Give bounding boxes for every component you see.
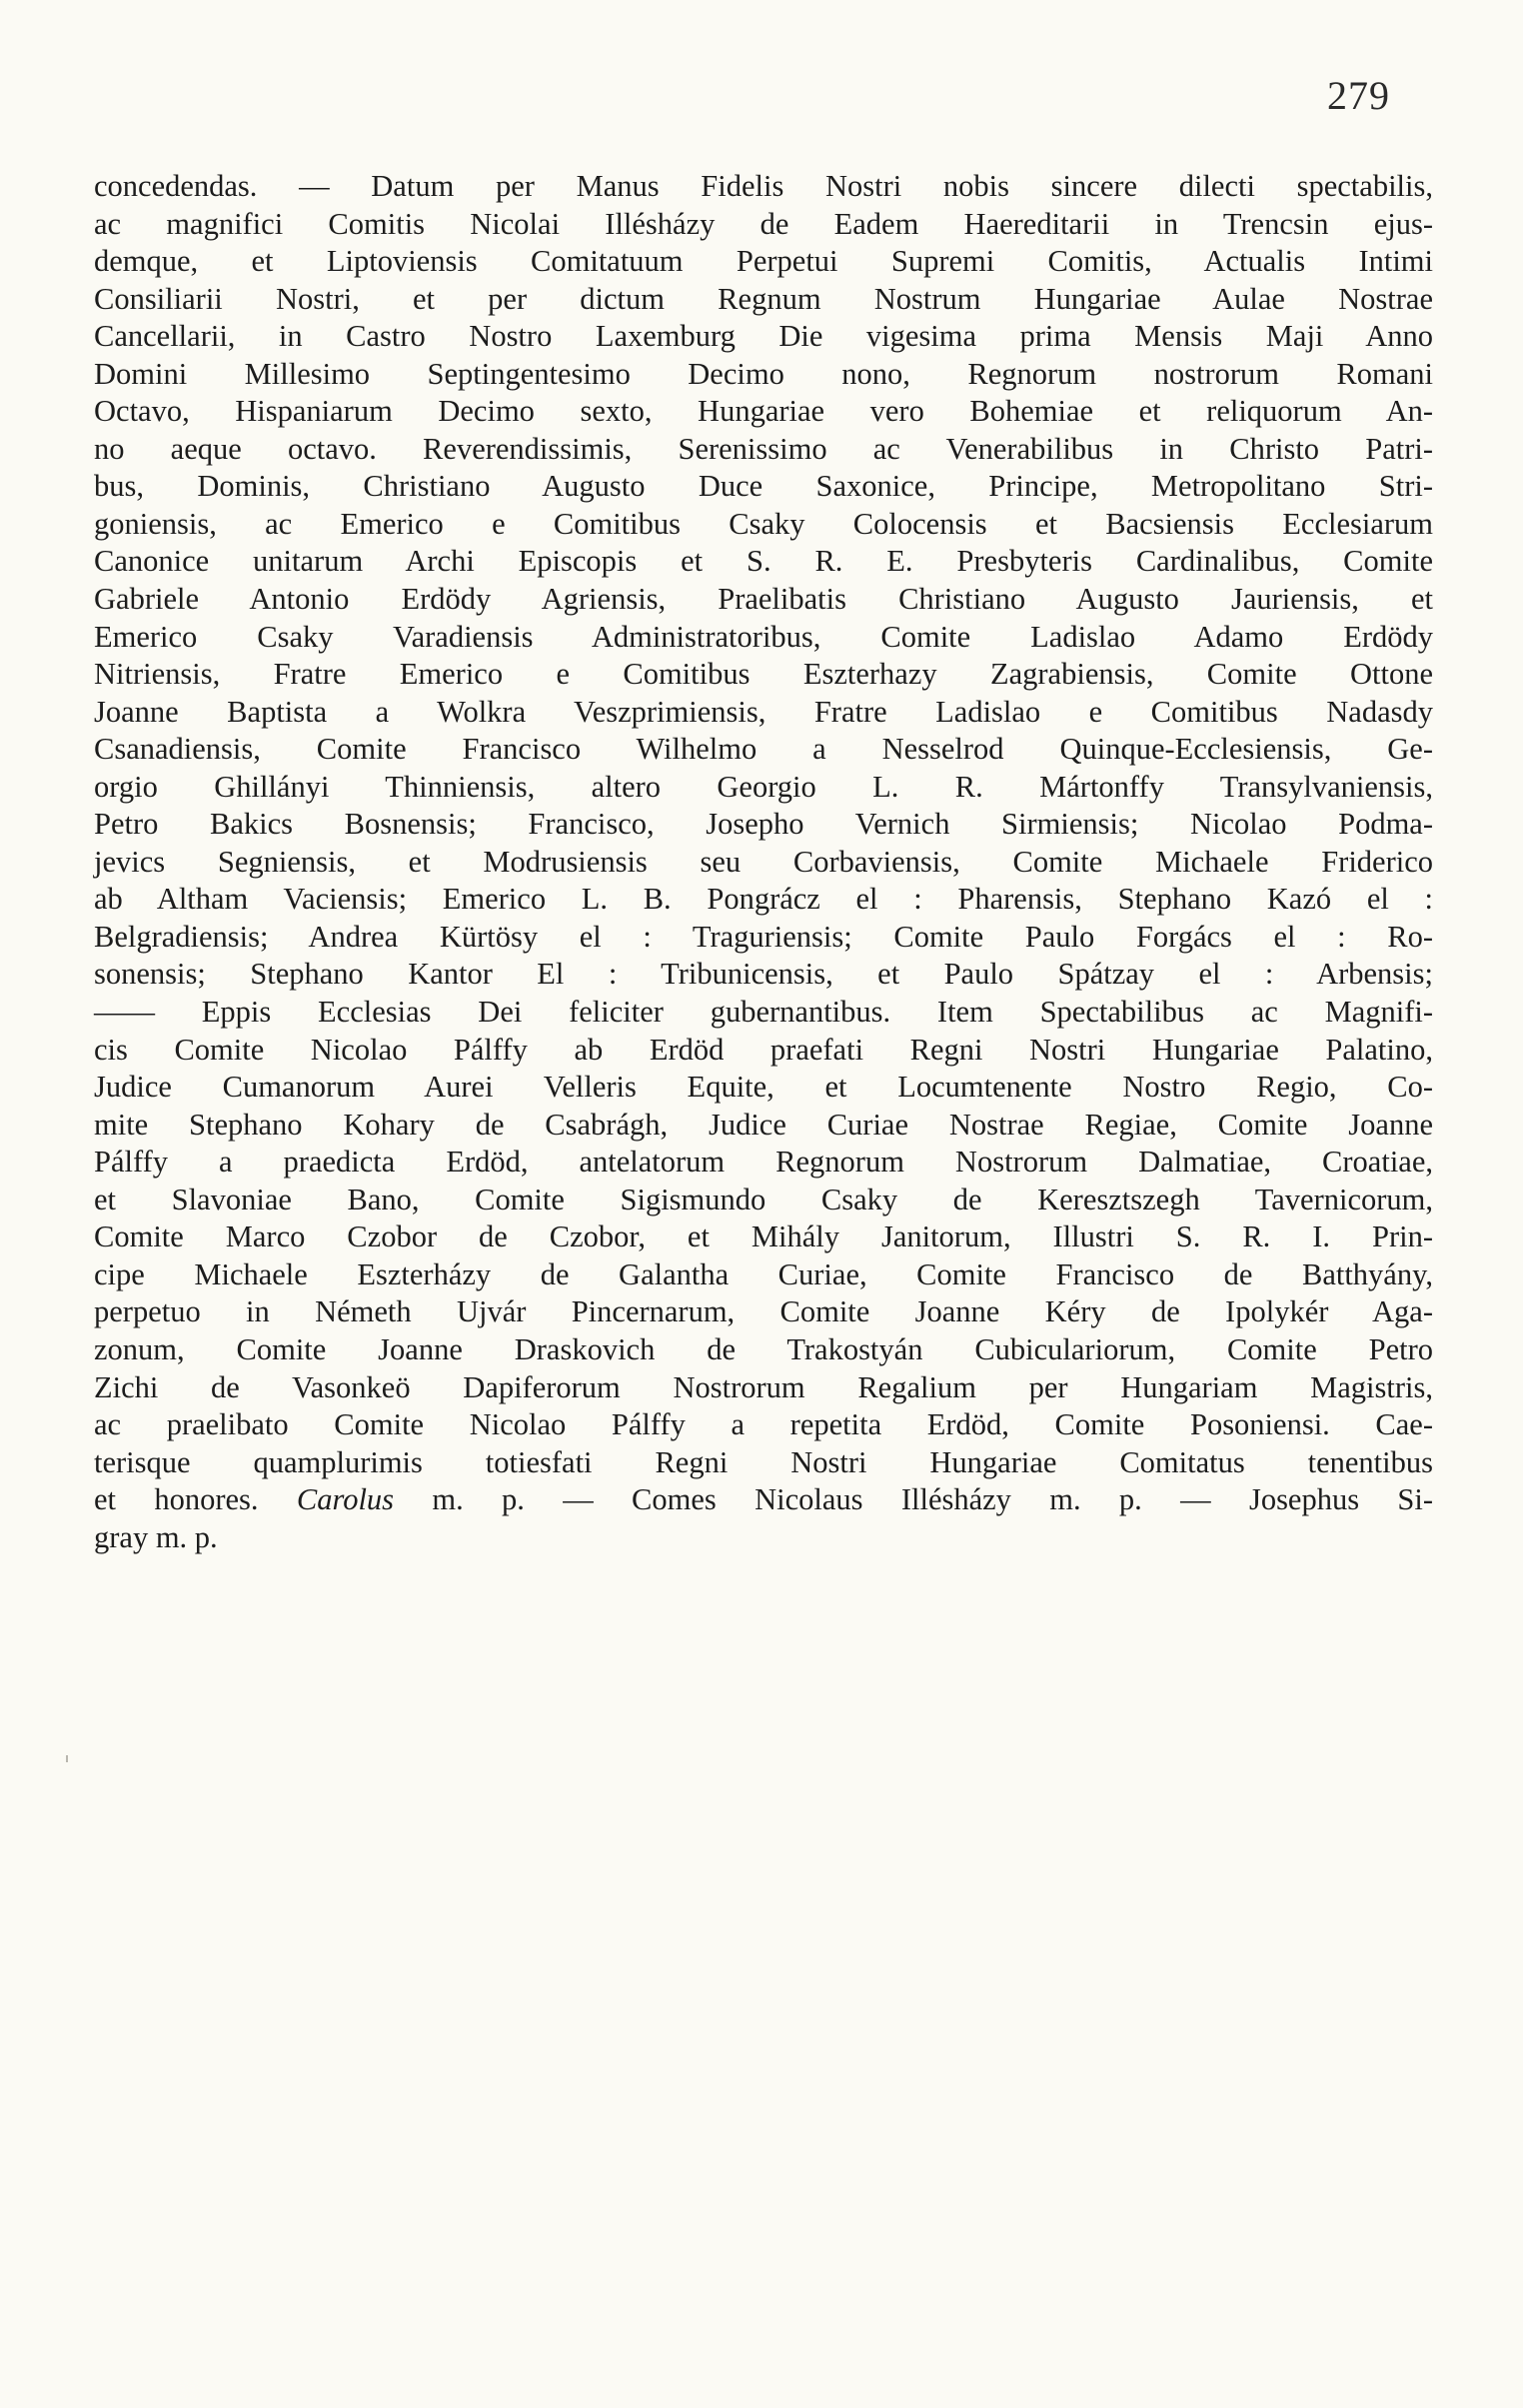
text-line: orgio Ghillányi Thinniensis, altero Georgio L. R. Mártonffy Transylvaniensis, <box>94 769 1433 804</box>
text-line: Comite Marco Czobor de Czobor, et Mihály Janitorum, Illustri S. R. I. Prin- <box>94 1219 1433 1254</box>
body-text <box>94 168 1433 1556</box>
paper-speck <box>66 1755 68 1762</box>
text-line: Zichi de Vasonkeö Dapiferorum Nostrorum Regalium per Hungariam Magistris, <box>94 1369 1433 1404</box>
text-line: Canonice unitarum Archi Episcopis et S. R. E. Presbyteris Cardinalibus, Comite <box>94 544 1433 579</box>
text-line: ab Altham Vaciensis; Emerico L. B. Pongrácz el : Pharensis, Stephano Kazó el : <box>94 882 1433 917</box>
text-line: goniensis, ac Emerico e Comitibus Csaky Colocensis et Bacsiensis Ecclesiarum <box>94 506 1433 541</box>
text-line: gray m. p. <box>94 1519 218 1554</box>
signature-name: Carolus <box>296 1482 395 1517</box>
text-line: cipe Michaele Eszterházy de Galantha Curiae, Comite Francisco de Batthyány, <box>94 1256 1433 1291</box>
text-line: et Slavoniae Bano, Comite Sigismundo Csaky de Keresztszegh Tavernicorum, <box>94 1182 1433 1216</box>
text-line: et honores. Carolus m. p. — Comes Nicolaus Illésházy m. p. — Josephus Si- <box>94 1482 1434 1517</box>
text-line: Emerico Csaky Varadiensis Administratoribus, Comite Ladislao Adamo Erdödy <box>94 619 1433 654</box>
text-line: bus, Dominis, Christiano Augusto Duce Saxonice, Principe, Metropolitano Stri- <box>94 469 1433 504</box>
text-line: Pálffy a praedicta Erdöd, antelatorum Regnorum Nostrorum Dalmatiae, Croatiae, <box>94 1145 1433 1180</box>
text-line: cis Comite Nicolao Pálffy ab Erdöd praefati Regni Nostri Hungariae Palatino, <box>94 1032 1433 1067</box>
text-line: demque, et Liptoviensis Comitatuum Perpetui Supremi Comitis, Actualis Intimi <box>94 244 1433 279</box>
text-line: —— Eppis Ecclesias Dei feliciter gubernantibus. Item Spectabilibus ac Magnifi- <box>94 995 1433 1030</box>
text-line: Judice Cumanorum Aurei Velleris Equite, et Locumtenente Nostro Regio, Co- <box>94 1070 1433 1105</box>
text-line: perpetuo in Németh Ujvár Pincernarum, Comite Joanne Kéry de Ipolykér Aga- <box>94 1294 1433 1329</box>
text-line: ac magnifici Comitis Nicolai Illésházy de Eadem Haereditarii in Trencsin ejus- <box>94 206 1433 241</box>
text-line: Petro Bakics Bosnensis; Francisco, Josepho Vernich Sirmiensis; Nicolao Podma- <box>94 807 1433 842</box>
text-line: Belgradiensis; Andrea Kürtösy el : Traguriensis; Comite Paulo Forgács el : Ro- <box>94 919 1433 954</box>
text-line: no aeque octavo. Reverendissimis, Serenissimo ac Venerabilibus in Christo Patri- <box>94 431 1433 466</box>
text-line: jevics Segniensis, et Modrusiensis seu Corbaviensis, Comite Michaele Friderico <box>94 844 1433 879</box>
text-line: concedendas. — Datum per Manus Fidelis Nostri nobis sincere dilecti spectabilis, <box>94 169 1433 203</box>
text-line: ac praelibato Comite Nicolao Pálffy a repetita Erdöd, Comite Posoniensi. Cae- <box>94 1407 1433 1442</box>
text-line: zonum, Comite Joanne Draskovich de Trakostyán Cubiculariorum, Comite Petro <box>94 1331 1433 1366</box>
text-line: Csanadiensis, Comite Francisco Wilhelmo a Nesselrod Quinque-Ecclesiensis, Ge- <box>94 732 1433 767</box>
page-number: 279 <box>1327 73 1390 118</box>
text-line: Gabriele Antonio Erdödy Agriensis, Praelibatis Christiano Augusto Jauriensis, et <box>94 582 1433 617</box>
text-line: sonensis; Stephano Kantor El : Tribunicensis, et Paulo Spátzay el : Arbensis; <box>94 957 1433 992</box>
text-line: Joanne Baptista a Wolkra Veszprimiensis, Fratre Ladislao e Comitibus Nadasdy <box>94 694 1433 729</box>
text-line: terisque quamplurimis totiesfati Regni Nostri Hungariae Comitatus tenentibus <box>94 1444 1433 1479</box>
text-line: Cancellarii, in Castro Nostro Laxemburg Die vigesima prima Mensis Maji Anno <box>94 319 1433 354</box>
text-line: mite Stephano Kohary de Csabrágh, Judice Curiae Nostrae Regiae, Comite Joanne <box>94 1107 1433 1142</box>
text-line: Domini Millesimo Septingentesimo Decimo nono, Regnorum nostrorum Romani <box>94 356 1433 391</box>
text-line: Octavo, Hispaniarum Decimo sexto, Hungariae vero Bohemiae et reliquorum An- <box>94 394 1433 429</box>
text-line: Consiliarii Nostri, et per dictum Regnum Nostrum Hungariae Aulae Nostrae <box>94 281 1433 316</box>
text-line: Nitriensis, Fratre Emerico e Comitibus Eszterhazy Zagrabiensis, Comite Ottone <box>94 657 1433 692</box>
